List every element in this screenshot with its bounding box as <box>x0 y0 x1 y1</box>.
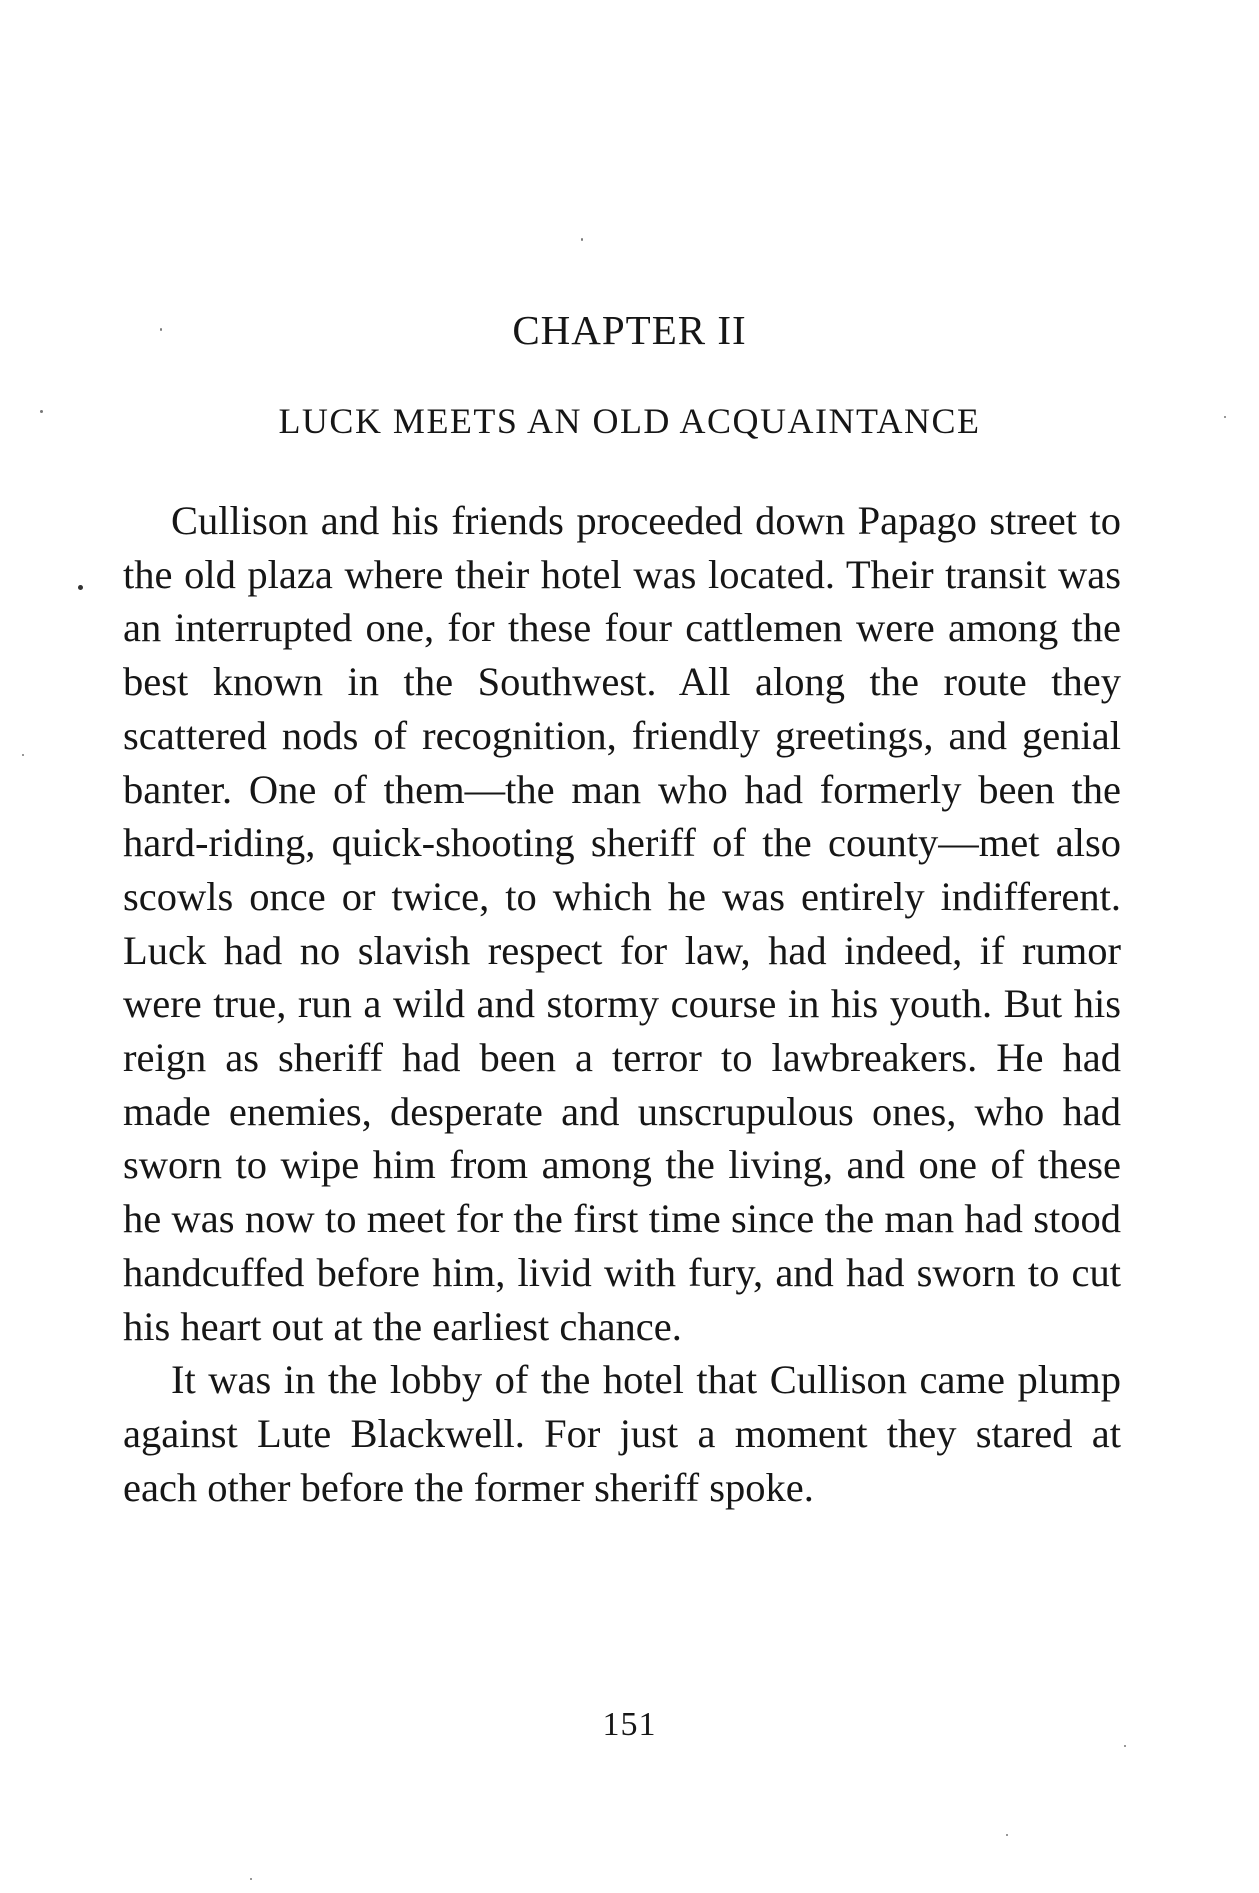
page-number: 151 <box>602 1706 657 1743</box>
print-speck <box>22 754 24 756</box>
paragraph: It was in the lobby of the hotel that Cullison came plump against Lute Blackwell. For just a moment they stared at each other before the former sheriff spoke. <box>123 1357 1121 1510</box>
print-speck <box>250 1878 252 1880</box>
paragraph: Cullison and his friends proceeded down Papago street to the old plaza where their hotel was located. Their transit was an interrupted one, for these four cattlemen were among the best known in the Southwest. All along the route they scattered nods of recognition, friendly greetings, and genial banter. One of them—the man who had formerly been the hard-riding, quick-shooting sheriff of the county—met also scowls once or twice, to which he was entirely indifferent. Luck had no slavish respect for law, had indeed, if rumor were true, run a wild and stormy course in his youth. But his reign as sheriff had been a terror to lawbreakers. He had made enemies, desperate and unscrupulous ones, who had sworn to wipe him from among the living, and one of these he was now to meet for the first time since the man had stood handcuffed before him, livid with fury, and had sworn to cut his heart out at the earliest chance. <box>123 498 1121 1349</box>
print-speck <box>1006 1834 1008 1836</box>
print-speck <box>1124 1745 1126 1747</box>
chapter-title: LUCK MEETS AN OLD ACQUAINTANCE <box>278 401 981 441</box>
chapter-heading: CHAPTER II <box>512 307 747 353</box>
print-speck <box>78 585 83 590</box>
body-text <box>123 494 1121 1514</box>
print-speck <box>581 238 583 241</box>
